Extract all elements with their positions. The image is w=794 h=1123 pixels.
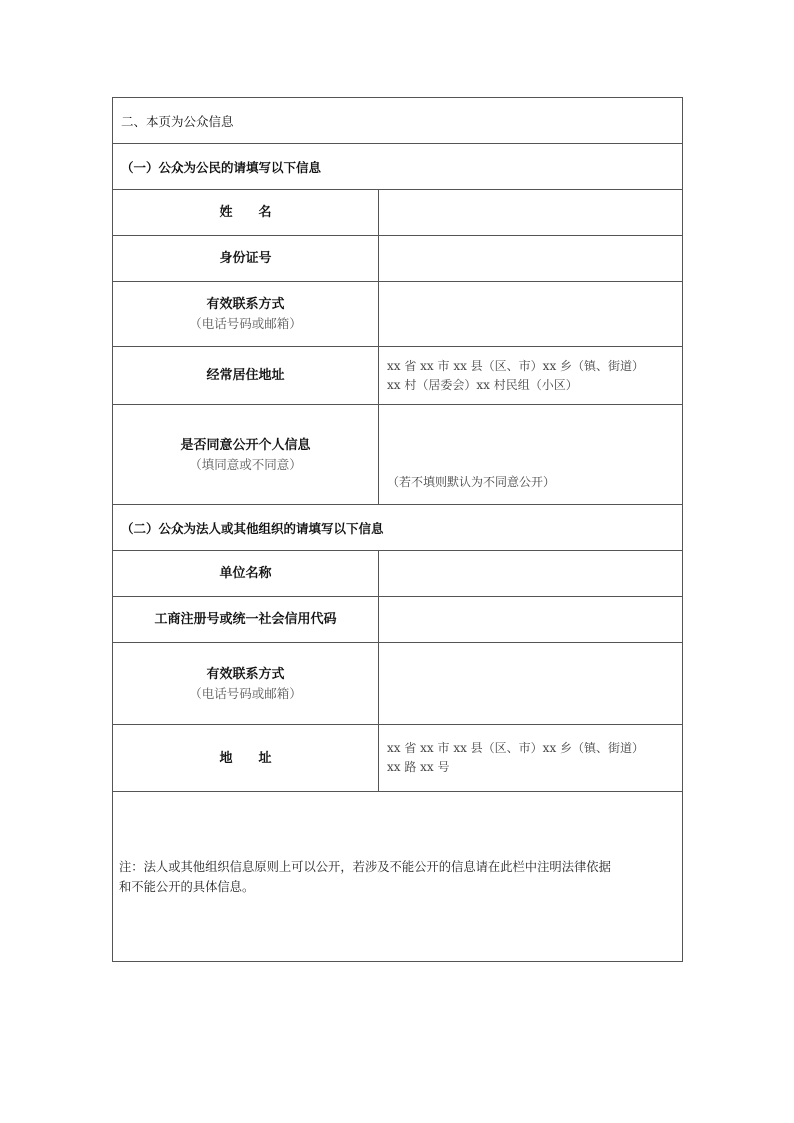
label-text: 地 址: [219, 750, 272, 766]
label-text: 单位名称: [219, 566, 272, 581]
citizen-contact-field[interactable]: [379, 282, 683, 347]
org-contact-field[interactable]: [379, 643, 683, 725]
citizen-name-label: [113, 190, 379, 236]
label-text: 是否同意公开个人信息: [180, 437, 311, 453]
citizen-consent-row: [113, 405, 683, 505]
citizen-id-field[interactable]: [379, 236, 683, 282]
organization-section-header: （二）公众为法人或其他组织的请填写以下信息: [113, 505, 683, 551]
org-name-label: [113, 551, 379, 597]
note-cell[interactable]: [113, 792, 683, 962]
org-address-field[interactable]: [379, 725, 683, 792]
label-text: 工商注册号或统一社会信用代码: [154, 612, 337, 627]
address-line-2: xx 村（居委会）xx 村民组（小区）: [387, 377, 578, 392]
citizen-address-row: [113, 347, 683, 405]
section-title-row: [113, 98, 683, 144]
citizen-address-label: [113, 347, 379, 405]
citizen-header-row: [113, 144, 683, 190]
label-subtext: （电话号码或邮箱）: [189, 316, 302, 331]
address-line-2: xx 路 xx 号: [387, 760, 450, 774]
address-line-1: xx 省 xx 市 xx 县（区、市）xx 乡（镇、街道）: [387, 741, 645, 755]
citizen-id-label: [113, 236, 379, 282]
citizen-name-row: [113, 190, 683, 236]
org-name-field[interactable]: [379, 551, 683, 597]
org-registration-row: [113, 597, 683, 643]
org-name-row: [113, 551, 683, 597]
citizen-consent-field[interactable]: （若不填则默认为不同意公开）: [379, 405, 683, 505]
citizen-address-field[interactable]: [379, 347, 683, 405]
citizen-contact-row: [113, 282, 683, 347]
citizen-id-row: [113, 236, 683, 282]
citizen-section-header: （一）公众为公民的请填写以下信息: [113, 144, 683, 190]
citizen-contact-label: [113, 282, 379, 347]
label-subtext: （填同意或不同意）: [189, 456, 302, 472]
section-title: 二、本页为公众信息: [113, 98, 683, 144]
org-address-row: [113, 725, 683, 792]
label-text: 身份证号: [219, 251, 272, 266]
label-text: 姓 名: [219, 205, 272, 220]
label-text: 有效联系方式: [206, 297, 285, 312]
label-subtext: （电话号码或邮箱）: [189, 685, 302, 701]
note-line-2: 和不能公开的具体信息。: [119, 879, 255, 894]
org-contact-row: [113, 643, 683, 725]
citizen-name-field[interactable]: [379, 190, 683, 236]
org-contact-label: [113, 643, 379, 725]
org-address-label: [113, 725, 379, 792]
address-line-1: xx 省 xx 市 xx 县（区、市）xx 乡（镇、街道）: [387, 358, 645, 373]
org-header-row: [113, 505, 683, 551]
note-line-1: 注：法人或其他组织信息原则上可以公开，若涉及不能公开的信息请在此栏中注明法律依据: [119, 859, 611, 874]
label-text: 经常居住地址: [206, 368, 285, 383]
label-text: 有效联系方式: [206, 666, 285, 682]
note-row: [113, 792, 683, 962]
citizen-consent-label: [113, 405, 379, 505]
org-registration-label: [113, 597, 379, 643]
org-registration-field[interactable]: [379, 597, 683, 643]
public-info-form-table: [112, 97, 683, 962]
